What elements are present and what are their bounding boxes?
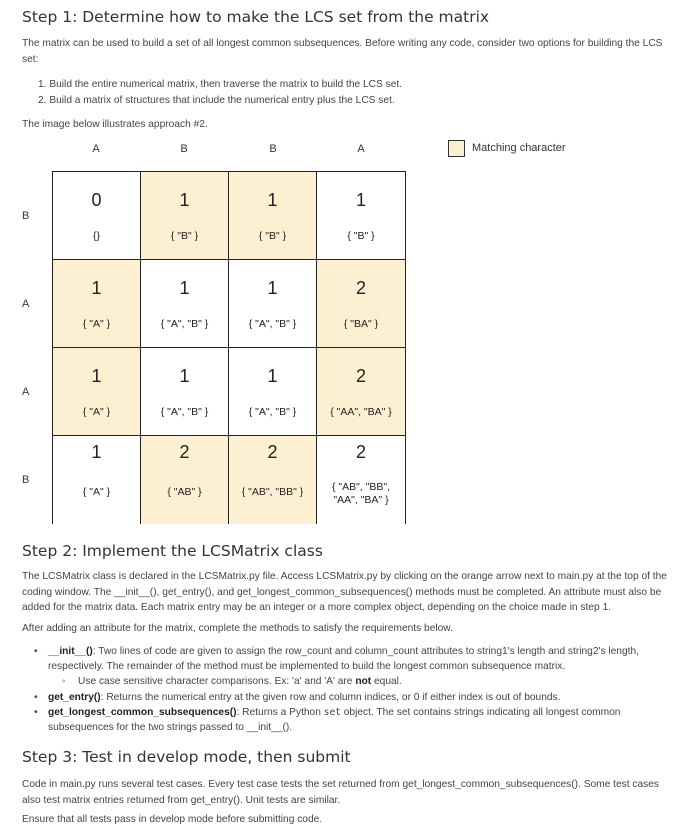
method-name: __init__() <box>48 646 93 657</box>
cell-set: { "A" } <box>82 406 111 418</box>
cell-set: { "BA" } <box>343 318 379 330</box>
cell-number: 1 <box>355 190 366 210</box>
matrix-cell <box>53 172 141 260</box>
requirement-text: Use case sensitive character comparisons. Ex: 'a' and 'A' are <box>78 676 356 687</box>
matrix-cell <box>141 348 229 436</box>
matrix-cell <box>53 260 141 348</box>
bullet-icon: • <box>34 646 38 657</box>
cell-number: 1 <box>179 278 190 298</box>
cell-number: 1 <box>267 366 278 386</box>
cell-set: { "B" } <box>258 230 287 242</box>
method-name: get_entry() <box>48 691 101 703</box>
matrix-cell <box>53 436 141 524</box>
matching-character-swatch <box>448 140 465 157</box>
cell-set: { "B" } <box>347 230 375 242</box>
cell-set: { "AB", "BB", "AA", "BA" } <box>331 481 391 506</box>
bullet-icon: ◦ <box>62 676 66 687</box>
cell-number: 1 <box>267 190 278 210</box>
cell-set: {} <box>92 230 100 242</box>
requirements-list <box>34 645 674 736</box>
requirement-get-entry <box>34 691 674 706</box>
cell-set: { "A", "B" } <box>248 406 297 418</box>
matrix-cell <box>229 348 317 436</box>
cell-number: 2 <box>179 442 190 462</box>
requirement-text: equal. <box>371 676 402 687</box>
bullet-icon: • <box>34 691 38 703</box>
legend-label: Matching character <box>472 142 566 154</box>
step1-heading: Step 1: Determine how to make the LCS set from the matrix <box>22 8 490 26</box>
step2-instructions: After adding an attribute for the matrix, complete the methods to satisfy the requirements below. <box>22 623 453 634</box>
cell-set: { "B" } <box>170 230 199 242</box>
row-header: A <box>22 298 30 310</box>
requirement-text: : Two lines of code are given to assign the row_count and column_count attributes to string1's length and string2's length, respectively. The remainder of the method must be implemented to build the longest common subsequence matrix. <box>48 646 639 672</box>
cell-number: 2 <box>355 366 366 386</box>
matrix-cell <box>141 260 229 348</box>
approach-option-1: 1. Build the entire numerical matrix, then traverse the matrix to build the LCS set. <box>38 79 403 90</box>
approach-list <box>38 77 402 108</box>
step2-description: The LCSMatrix class is declared in the LCSMatrix.py file. Access LCSMatrix.py by clicking on the orange arrow next to main.py at the top of the coding window. The __init__(), get_entry(), and get_longest_common_subsequences() methods must be completed. An attribute must also be added for the matrix data. Each matrix entry may be an integer or a more complex object, depending on the choice made in step 1. <box>22 571 667 613</box>
cell-set: { "A", "B" } <box>160 406 209 418</box>
cell-set: { "AA", "BA" } <box>330 406 392 418</box>
cell-set: { "A", "B" } <box>160 318 209 330</box>
column-header: A <box>92 143 100 155</box>
cell-set: { "A" } <box>82 318 111 330</box>
step3-instructions: Ensure that all tests pass in develop mode before submitting code. <box>22 814 323 825</box>
requirement-text: : Returns a Python <box>236 707 324 718</box>
cell-set: { "A", "B" } <box>248 318 297 330</box>
matrix-cell <box>141 172 229 260</box>
cell-number: 1 <box>179 190 190 210</box>
column-header: B <box>269 143 277 155</box>
requirement-init <box>34 645 674 674</box>
code-set: set <box>323 707 341 718</box>
step3-description: Code in main.py runs several test cases. Every test case tests the set returned from get_longest_common_subsequences(). Some test cases also test matrix entries returned from get_entry(). Unit tests are similar. <box>22 779 660 806</box>
requirement-text: : Returns the numerical entry at the given row and column indices, or 0 if either index is out of bounds. <box>100 691 561 703</box>
approach-option-2: 2. Build a matrix of structures that include the numerical entry plus the LCS set. <box>38 94 395 106</box>
image-caption: The image below illustrates approach #2. <box>22 119 208 130</box>
requirement-text: object. The set contains strings indicating all longest common subsequences for the two strings passed to __init__(). <box>48 707 621 733</box>
cell-number: 1 <box>91 278 102 298</box>
step3-heading: Step 3: Test in develop mode, then submit <box>22 748 351 766</box>
cell-set: { "AB", "BB" } <box>241 486 304 498</box>
matrix-cell <box>229 436 317 524</box>
cell-number: 2 <box>355 278 366 298</box>
row-header: B <box>22 474 30 486</box>
cell-set: { "AB" } <box>167 486 202 498</box>
cell-number: 1 <box>91 442 102 462</box>
bullet-icon: • <box>34 707 38 718</box>
matrix-cell <box>53 348 141 436</box>
column-header: A <box>357 143 365 155</box>
cell-number: 1 <box>267 278 278 298</box>
row-header: B <box>22 210 30 222</box>
cell-number: 1 <box>179 366 190 386</box>
cell-number: 2 <box>267 442 278 462</box>
matrix-cell <box>317 260 405 348</box>
row-header: A <box>22 386 30 398</box>
requirement-init-note <box>34 675 674 690</box>
step1-intro: The matrix can be used to build a set of all longest common subsequences. Before writing any code, consider two options for building the LCS set: <box>22 38 663 65</box>
matrix-cell <box>141 436 229 524</box>
cell-number: 1 <box>91 366 102 386</box>
matrix-cell <box>317 348 405 436</box>
emphasis: not <box>355 676 372 687</box>
cell-number: 0 <box>91 190 102 210</box>
step2-heading: Step 2: Implement the LCSMatrix class <box>22 542 323 560</box>
matrix-cell <box>229 172 317 260</box>
method-name: get_longest_common_subsequences() <box>48 707 237 718</box>
matrix-cell <box>317 172 405 260</box>
matrix-cell <box>229 260 317 348</box>
cell-set: { "A" } <box>82 486 111 498</box>
matrix-cell <box>317 436 405 524</box>
cell-number: 2 <box>355 442 366 462</box>
column-header: B <box>180 143 188 155</box>
lcs-matrix <box>52 171 406 524</box>
requirement-get-lcs <box>34 706 674 735</box>
